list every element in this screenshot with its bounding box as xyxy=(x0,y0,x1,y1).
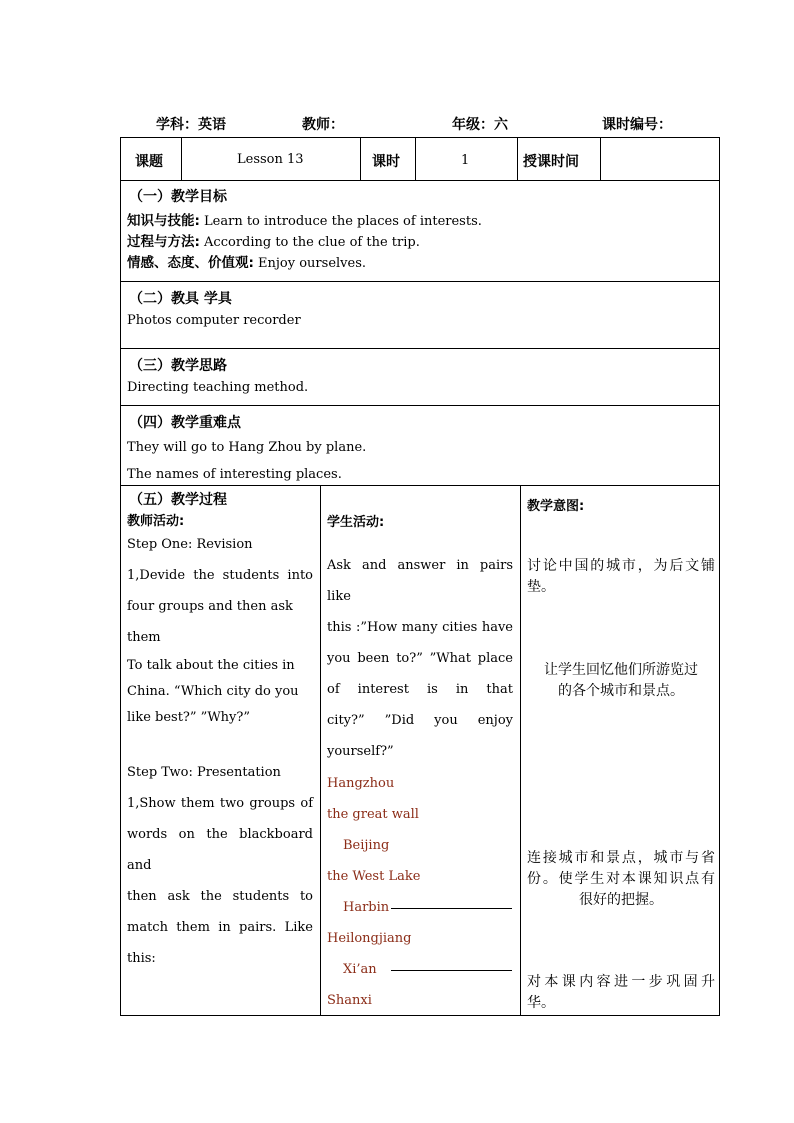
teacher-line: To talk about the cities in xyxy=(127,658,295,673)
city-word: Beijing xyxy=(343,838,390,853)
student-line: this :”How many cities have xyxy=(327,620,513,635)
emotion-text: Enjoy ourselves. xyxy=(253,256,367,271)
subject-label: 学科：英语 xyxy=(156,117,226,133)
grade-label: 年级：六 xyxy=(452,117,508,133)
lesson-plan-table xyxy=(120,137,720,1016)
teacher-line: 1,Devide the students into xyxy=(127,568,313,583)
intent-line: 连接城市和景点，城市与省 xyxy=(527,850,715,866)
tools-title: （二）教具 学具 xyxy=(129,291,232,307)
teacher-line: four groups and then ask xyxy=(127,599,293,614)
col-divider xyxy=(600,138,601,180)
teacher-line: China. “Which city do you xyxy=(127,684,299,699)
process-method-line xyxy=(127,230,420,250)
row-divider xyxy=(121,281,719,282)
intent-block-1 xyxy=(527,556,715,598)
intent-line: 垫。 xyxy=(527,579,555,595)
topic-label: 课题 xyxy=(135,154,163,170)
intent-line: 的各个城市和景点。 xyxy=(558,683,684,699)
emotion-line xyxy=(127,251,366,271)
intent-line: 份。使学生对本课知识点有 xyxy=(527,871,715,887)
teacher-label: 教师： xyxy=(302,117,344,133)
intent-block-2 xyxy=(527,660,715,702)
key-point-2: The names of interesting places. xyxy=(127,467,342,482)
lesson-number-label: 课时编号： xyxy=(602,117,672,133)
teacher-line: words on the blackboard and xyxy=(127,827,313,873)
intent-block-4 xyxy=(527,972,715,1014)
process-method-text: According to the clue of the trip. xyxy=(199,235,420,250)
intent-line: 讨论中国的城市，为后文铺 xyxy=(527,558,715,574)
col-divider xyxy=(520,485,521,1016)
knowledge-label: 知识与技能: xyxy=(127,213,200,229)
col-divider xyxy=(181,138,182,180)
student-line: you been to?” ”What place xyxy=(327,651,513,666)
intent-line: 华。 xyxy=(527,995,555,1011)
col-divider xyxy=(320,485,321,1016)
teacher-line: this: xyxy=(127,951,156,966)
row-divider xyxy=(121,485,719,486)
intent-line: 对本课内容进一步巩固升 xyxy=(527,974,715,990)
student-line: of interest is in that xyxy=(327,682,513,697)
emotion-label: 情感、态度、价值观: xyxy=(127,255,254,271)
teacher-line: 1,Show them two groups of xyxy=(127,796,313,811)
province-word: Shanxi xyxy=(327,993,372,1008)
row-divider xyxy=(121,405,719,406)
row-divider xyxy=(121,348,719,349)
row-divider xyxy=(121,180,719,181)
city-word: Hangzhou xyxy=(327,776,395,791)
process-title: （五）教学过程 xyxy=(129,492,227,508)
student-line: Ask and answer in pairs like xyxy=(327,558,513,604)
city-word: Harbin xyxy=(343,900,390,915)
period-value: 1 xyxy=(461,153,470,168)
col-divider xyxy=(517,138,518,180)
class-time-label: 授课时间 xyxy=(523,154,579,170)
tools-text: Photos computer recorder xyxy=(127,313,301,328)
intent-block-3 xyxy=(527,848,715,911)
place-word: the West Lake xyxy=(327,869,421,884)
teacher-line: like best?” ”Why?” xyxy=(127,710,251,725)
place-word: the great wall xyxy=(327,807,419,822)
col-divider xyxy=(415,138,416,180)
knowledge-text: Learn to introduce the places of interests. xyxy=(199,214,482,229)
teacher-line: then ask the students to xyxy=(127,889,313,904)
approach-text: Directing teaching method. xyxy=(127,380,309,395)
period-label: 课时 xyxy=(372,154,400,170)
key-point-1: They will go to Hang Zhou by plane. xyxy=(127,440,367,455)
matching-words xyxy=(327,768,513,1016)
teacher-activity-label: 教师活动: xyxy=(127,514,185,529)
match-blank-line xyxy=(391,908,512,909)
student-line: city?” ”Did you enjoy xyxy=(327,713,513,728)
knowledge-line xyxy=(127,209,482,229)
province-word: Heilongjiang xyxy=(327,931,412,946)
teacher-line: match them in pairs. Like xyxy=(127,920,313,935)
col-divider xyxy=(360,138,361,180)
approach-title: （三）教学思路 xyxy=(129,358,227,374)
student-activity-text xyxy=(327,550,513,767)
city-word: Xi’an xyxy=(343,962,377,977)
teacher-line: Step Two: Presentation xyxy=(127,765,281,780)
topic-value: Lesson 13 xyxy=(237,152,304,167)
teacher-line: Step One: Revision xyxy=(127,537,253,552)
teacher-activity-text xyxy=(127,529,313,974)
teacher-line: them xyxy=(127,630,161,645)
teaching-intent-label: 教学意图: xyxy=(527,499,585,514)
match-blank-line xyxy=(391,970,512,971)
intent-line: 很好的把握。 xyxy=(579,892,663,908)
intent-line: 让学生回忆他们所游览过 xyxy=(544,662,698,678)
objectives-title: （一）教学目标 xyxy=(129,189,227,205)
student-line: yourself?” xyxy=(327,744,394,759)
key-points-title: （四）教学重难点 xyxy=(129,415,241,431)
process-method-label: 过程与方法: xyxy=(127,234,200,250)
student-activity-label: 学生活动: xyxy=(327,515,385,530)
